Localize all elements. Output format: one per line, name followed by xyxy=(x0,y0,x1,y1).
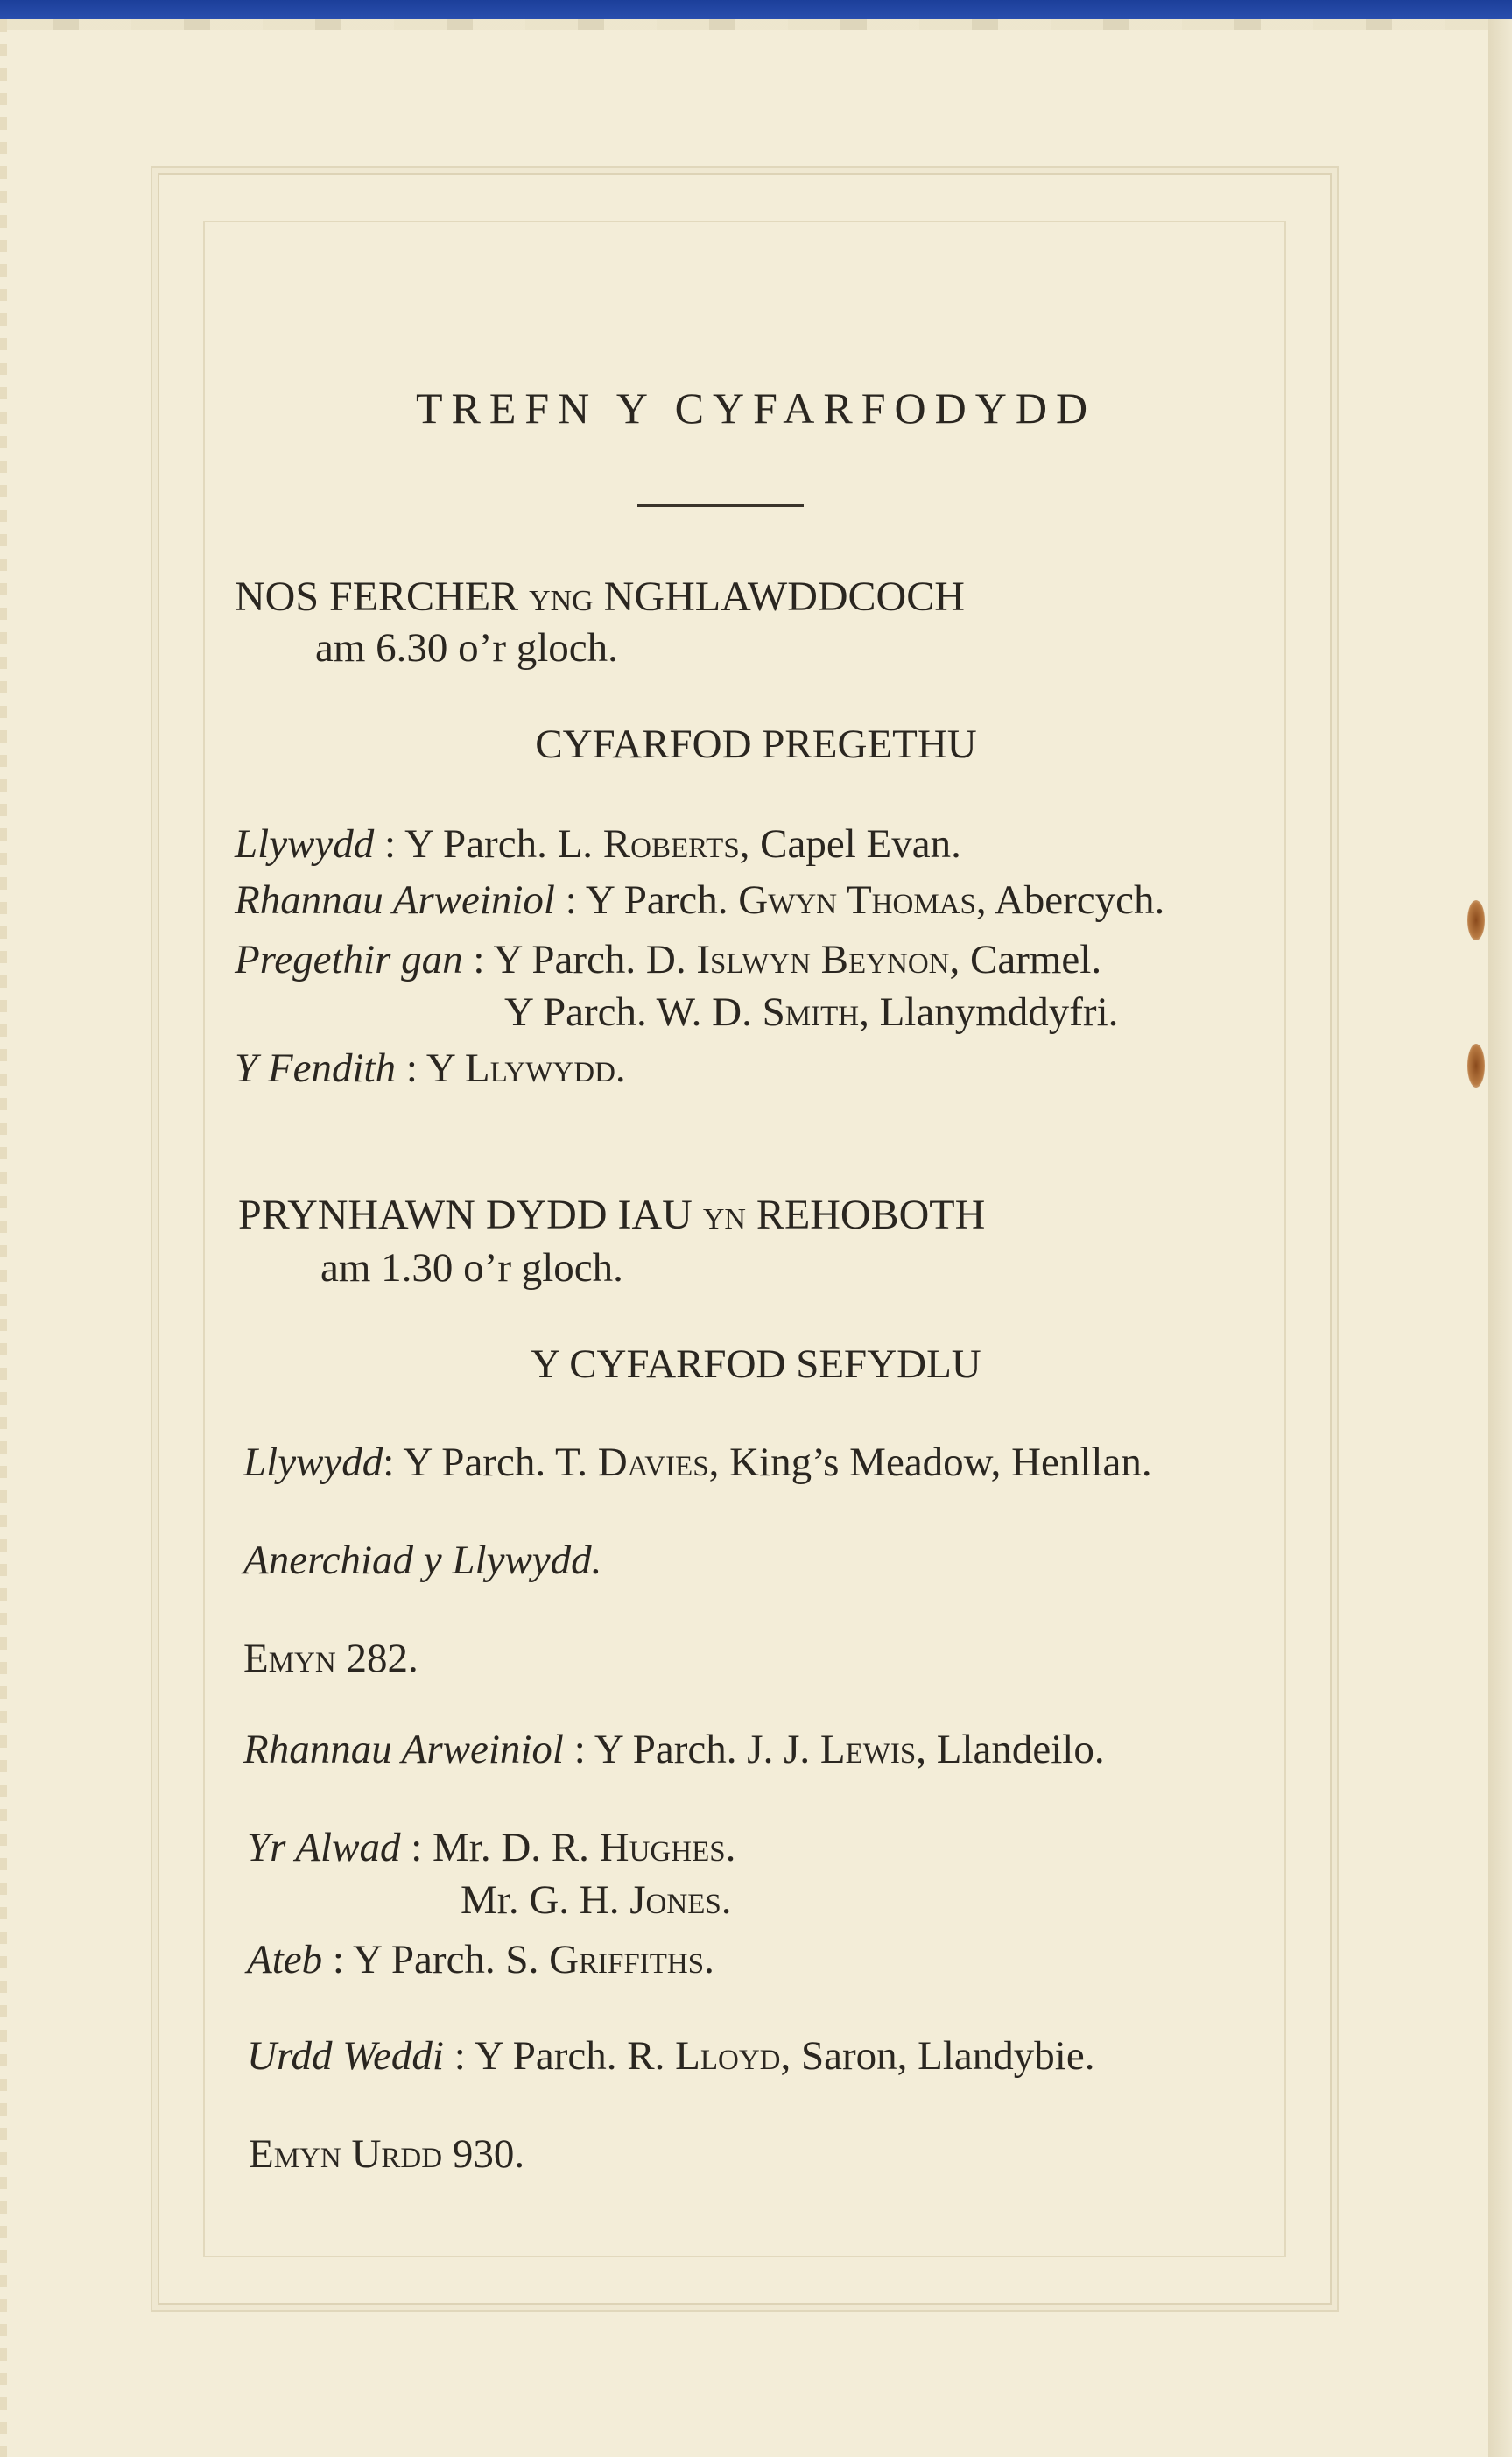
section1-heading-small: yng xyxy=(529,574,594,620)
row-sep: : xyxy=(322,1937,353,1982)
section1-heading xyxy=(235,573,965,622)
row-name: Llywydd xyxy=(464,1045,615,1091)
section2-row-alwad-2 xyxy=(461,1876,731,1925)
section2-row-ateb xyxy=(247,1935,714,1984)
row-name: Lloyd xyxy=(675,2033,781,2079)
row-name: Lewis xyxy=(819,1727,917,1772)
row-sep: : xyxy=(396,1045,426,1091)
row-label: Urdd Weddi xyxy=(247,2033,444,2079)
row-post: . xyxy=(615,1045,626,1091)
page-title: TREFN Y CYFARFODYDD xyxy=(415,384,1097,433)
row-sep: : xyxy=(374,821,405,867)
row-post: 930. xyxy=(442,2131,525,2177)
row-label: Llywydd xyxy=(243,1440,383,1485)
section2-row-anerchiad xyxy=(243,1536,601,1585)
rust-stain xyxy=(1467,1044,1485,1088)
row-label: Anerchiad y Llywydd. xyxy=(243,1538,602,1583)
section2-heading-a: PRYNHAWN DYDD IAU xyxy=(238,1192,693,1238)
row-sep: : xyxy=(555,877,586,923)
row-label: Yr Alwad xyxy=(247,1825,401,1870)
row-name: Hughes xyxy=(599,1825,726,1870)
section1-row-pregethir xyxy=(235,935,1101,984)
row-pre: Y Parch. R. xyxy=(474,2033,676,2079)
row-pre: Y Parch. S. xyxy=(352,1937,550,1982)
row-post: . xyxy=(725,1825,736,1870)
row-post: , Abercych. xyxy=(975,877,1165,923)
row-label: Y Fendith xyxy=(235,1045,397,1091)
torn-edge xyxy=(0,19,1512,30)
row-sep: : xyxy=(400,1825,433,1870)
row-name: Davies xyxy=(597,1440,709,1485)
row-post: , King’s Meadow, Henllan. xyxy=(708,1440,1152,1485)
row-post: , Saron, Llandybie. xyxy=(780,2033,1095,2079)
section2-heading-small: yn xyxy=(702,1192,746,1238)
section2-subheading: Y CYFARFOD SEFYDLU xyxy=(531,1341,981,1387)
row-label: Rhannau Arweiniol xyxy=(235,877,555,923)
row-pre: Y Parch. L. xyxy=(404,821,603,867)
row-post: , Llandeilo. xyxy=(916,1727,1105,1772)
row-pre: Y Parch. T. xyxy=(403,1440,598,1485)
row-sep: : xyxy=(383,1440,404,1485)
row-name: Jones xyxy=(629,1877,721,1923)
section2-row-llywydd xyxy=(243,1438,1152,1487)
row-name: Roberts xyxy=(602,821,740,867)
section2-row-emyn xyxy=(243,1634,418,1683)
row-pre: Y Parch. W. D. xyxy=(504,989,763,1035)
row-pre: Y Parch. J. J. xyxy=(594,1727,820,1772)
row-pre: Y Parch. D. xyxy=(493,937,697,982)
section1-time: am 6.30 o’r gloch. xyxy=(315,625,618,671)
section1-row-llywydd xyxy=(235,820,961,869)
section1-heading-b: NGHLAWDDCOCH xyxy=(603,574,965,620)
row-post: . xyxy=(704,1937,714,1982)
row-name: Islwyn Beynon xyxy=(696,937,950,982)
row-sep: : xyxy=(564,1727,594,1772)
row-sep: : xyxy=(462,937,494,982)
row-name: Griffiths xyxy=(549,1937,705,1982)
row-label: Ateb xyxy=(247,1937,323,1982)
section2-heading xyxy=(238,1191,985,1240)
section1-subheading: CYFARFOD PREGETHU xyxy=(535,722,977,767)
row-name: Emyn Urdd xyxy=(249,2131,443,2177)
section1-row-fendith xyxy=(235,1044,626,1093)
section1-row-pregethir-2 xyxy=(504,988,1118,1037)
row-post: , Llanymddyfri. xyxy=(859,989,1119,1035)
row-pre: Mr. D. R. xyxy=(433,1825,600,1870)
row-pre: Y Parch. xyxy=(585,877,739,923)
section2-row-urdd-weddi xyxy=(247,2031,1094,2080)
title-divider xyxy=(637,504,804,507)
section1-heading-a: NOS FERCHER xyxy=(235,574,519,620)
row-name: Gwyn Thomas xyxy=(738,877,976,923)
section2-row-rhannau xyxy=(243,1725,1105,1774)
section2-row-alwad xyxy=(247,1823,735,1872)
row-post: , Capel Evan. xyxy=(739,821,961,867)
row-pre: Mr. G. H. xyxy=(461,1877,630,1923)
section2-time: am 1.30 o’r gloch. xyxy=(320,1245,623,1291)
row-post: , Carmel. xyxy=(949,937,1102,982)
rust-stain xyxy=(1467,900,1485,940)
row-label: Llywydd xyxy=(235,821,375,867)
row-post: . xyxy=(721,1877,732,1923)
row-pre: Y xyxy=(425,1045,465,1091)
row-post: 282. xyxy=(335,1636,418,1681)
section1-row-rhannau xyxy=(235,876,1164,925)
top-blue-band xyxy=(0,0,1512,19)
row-label: Rhannau Arweiniol xyxy=(243,1727,564,1772)
row-label: Pregethir gan xyxy=(235,937,463,982)
section2-heading-b: REHOBOTH xyxy=(756,1192,986,1238)
row-name: Smith xyxy=(762,989,860,1035)
row-sep: : xyxy=(444,2033,475,2079)
row-name: Emyn xyxy=(243,1636,336,1681)
section2-row-emyn-urdd xyxy=(249,2130,524,2179)
